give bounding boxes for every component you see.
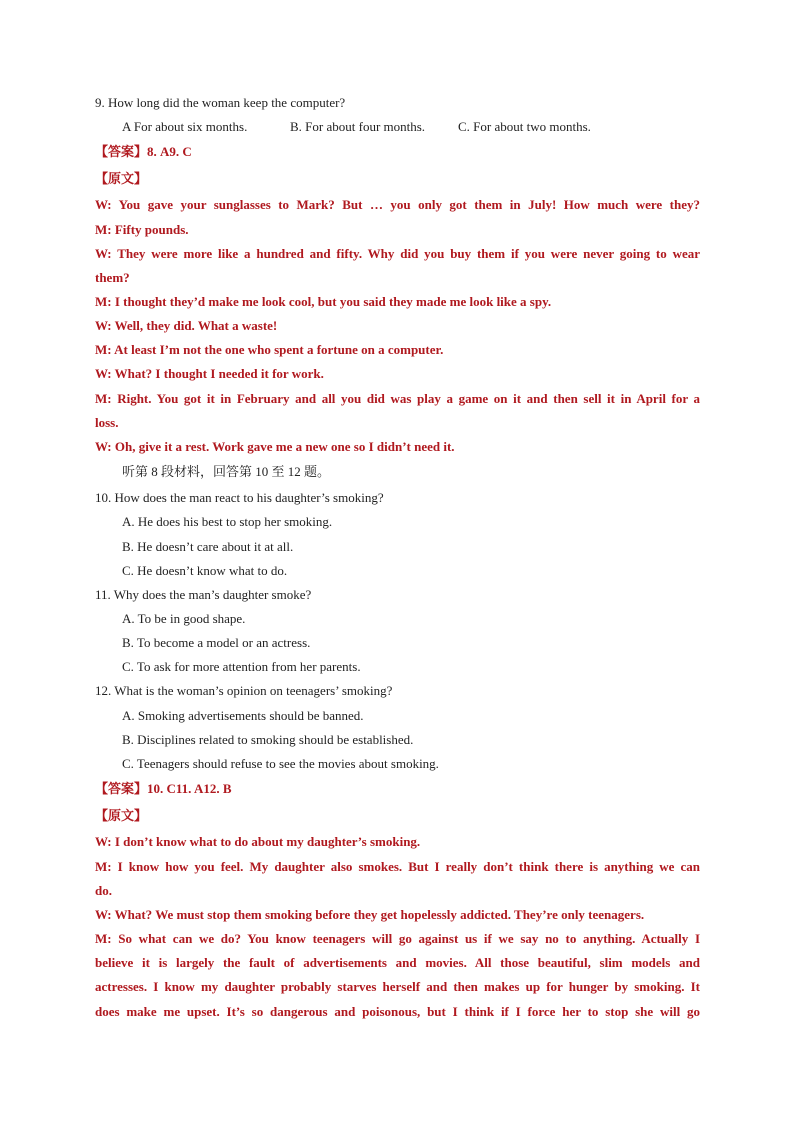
transcript-line: M: So what can we do? You know teenagers will go against us if we say no to anything. Actually I xyxy=(95,931,700,946)
transcript-line: M: At least I’m not the one who spent a fortune on a computer. xyxy=(95,342,444,357)
option-a: A. Smoking advertisements should be banned. xyxy=(122,708,364,723)
transcript-line: does make me upset. It’s so dangerous and poisonous, but I think if I force her to stop she will go xyxy=(95,1004,700,1019)
transcript-line: W: Oh, give it a rest. Work gave me a new one so I didn’t need it. xyxy=(95,439,455,454)
option-c: C. To ask for more attention from her parents. xyxy=(122,659,361,674)
transcript-label: 【原文】 xyxy=(95,808,148,823)
transcript-line: W: They were more like a hundred and fifty. Why did you buy them if you were never going to wear xyxy=(95,246,700,261)
transcript-line: M: Right. You got it in February and all you did was play a game on it and then sell it in April for a xyxy=(95,391,700,406)
transcript-line: M: I thought they’d make me look cool, but you said they made me look like a spy. xyxy=(95,294,552,309)
option-a: A For about six months. xyxy=(122,119,248,134)
answer-label: 【答案】8. A9. C xyxy=(95,144,192,159)
option-c: C. He doesn’t know what to do. xyxy=(122,563,288,578)
question-11: 11. Why does the man’s daughter smoke? xyxy=(95,587,312,602)
option-c: C. Teenagers should refuse to see the movies about smoking. xyxy=(122,756,439,771)
transcript-label: 【原文】 xyxy=(95,171,148,186)
transcript-line: M: Fifty pounds. xyxy=(95,222,189,237)
option-a: A. To be in good shape. xyxy=(122,611,246,626)
transcript-line: believe it is largely the fault of advertisements and movies. All those beautiful, slim models and xyxy=(95,955,700,970)
option-b: B. For about four months. xyxy=(290,119,426,134)
question-12: 12. What is the woman’s opinion on teenagers’ smoking? xyxy=(95,683,393,698)
transcript-line: do. xyxy=(95,883,112,898)
question-9: 9. How long did the woman keep the computer? xyxy=(95,95,346,110)
transcript-line: W: What? I thought I needed it for work. xyxy=(95,366,324,381)
transcript-line: M: I know how you feel. My daughter also smokes. But I really don’t think there is anything we can xyxy=(95,859,700,874)
option-a: A. He does his best to stop her smoking. xyxy=(122,514,333,529)
option-b: B. To become a model or an actress. xyxy=(122,635,311,650)
question-10: 10. How does the man react to his daughter’s smoking? xyxy=(95,490,384,505)
answer-label: 【答案】10. C11. A12. B xyxy=(95,781,232,796)
transcript-line: them? xyxy=(95,270,130,285)
transcript-line: actresses. I know my daughter probably starves herself and then makes up for hunger by smoking. It xyxy=(95,979,700,994)
transcript-line: W: Well, they did. What a waste! xyxy=(95,318,278,333)
transcript-line: loss. xyxy=(95,415,119,430)
option-b: B. Disciplines related to smoking should be established. xyxy=(122,732,414,747)
transcript-line: W: You gave your sunglasses to Mark? But … you only got them in July! How much were they? xyxy=(95,197,700,212)
transcript-line: W: What? We must stop them smoking before they get hopelessly addicted. They’re only teenagers. xyxy=(95,907,645,922)
question-9-options xyxy=(122,118,727,136)
transcript-line: W: I don’t know what to do about my daughter’s smoking. xyxy=(95,834,421,849)
option-c: C. For about two months. xyxy=(458,119,591,134)
option-b: B. He doesn’t care about it at all. xyxy=(122,539,294,554)
section-instruction: 听第 8 段材料，回答第 10 至 12 题。 xyxy=(122,464,331,479)
